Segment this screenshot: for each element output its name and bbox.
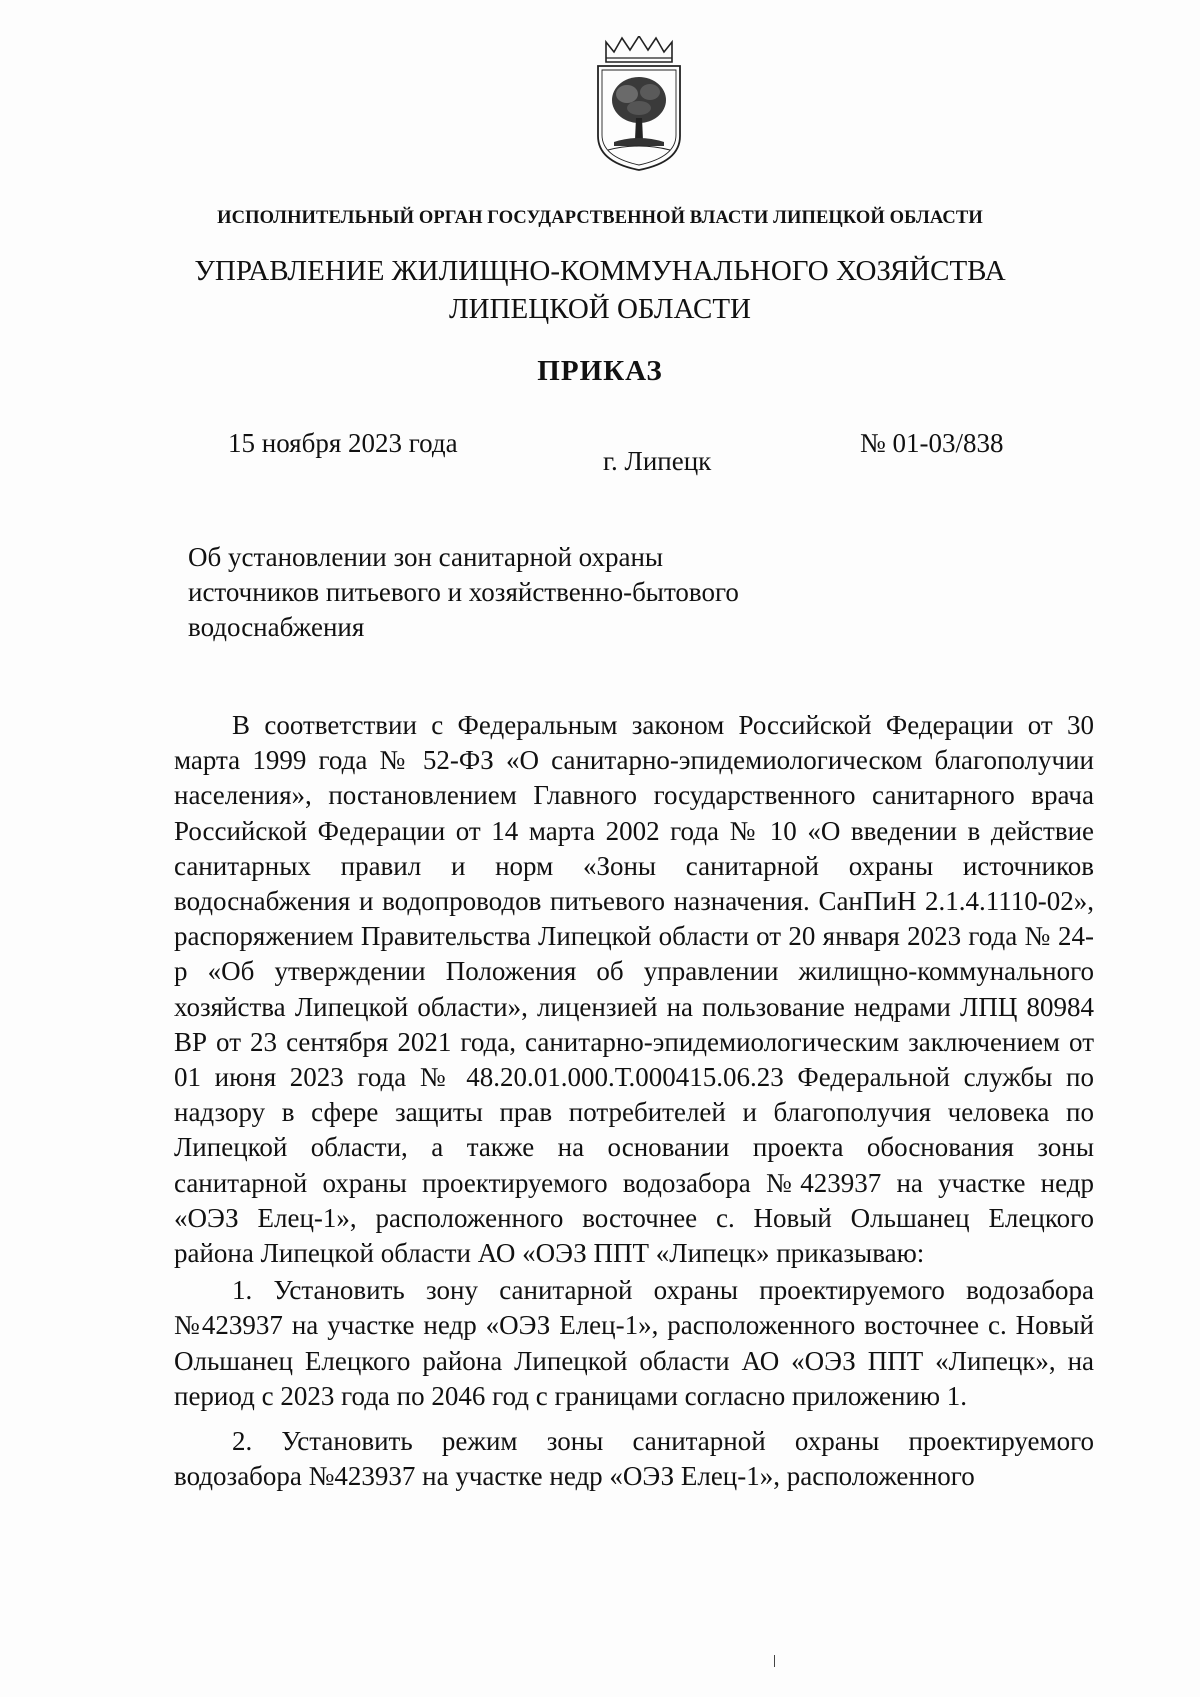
subject-line-1: Об установлении зон санитарной охраны (188, 542, 664, 572)
document-subject (188, 540, 739, 645)
document-type: ПРИКАЗ (537, 355, 663, 387)
department-name-line-1: УПРАВЛЕНИЕ ЖИЛИЩНО-КОММУНАЛЬНОГО ХОЗЯЙСТВА (194, 255, 1006, 287)
preamble-paragraph: В соответствии с Федеральным законом Российской Федерации от 30 марта 1999 года № 52-ФЗ «О санитарно-эпидемиологическом благополучии населения», постановлением Главного государственного санитарного врача Российской Федерации от 14 марта 2002 года № 10 «О введении в действие санитарных правил и норм «Зоны санитарной охраны источников водоснабжения и водопроводов питьевого назначения. СанПиН 2.1.4.1110-02», распоряжением Правительства Липецкой области от 20 января 2023 года № 24-р «Об утверждении Положения об управлении жилищно-коммунального хозяйства Липецкой области», лицензией на пользование недрами ЛПЦ 80984 ВР от 23 сентября 2021 года, санитарно-эпидемиологическим заключением от 01 июня 2023 года № 48.20.01.000.Т.000415.06.23 Федеральной службы по надзору в сфере защиты прав потребителей и благополучия человека по Липецкой области, а также на основании проекта обоснования зоны санитарной охраны проектируемого водозабора №423937 на участке недр «ОЭЗ Елец-1», расположенного восточнее с. Новый Ольшанец Елецкого района Липецкой области АО «ОЭЗ ППТ «Липецк» приказываю: (174, 710, 1094, 1269)
document-date: 15 ноября 2023 года (228, 428, 458, 458)
document-body (174, 708, 1094, 1494)
subject-line-3: водоснабжения (188, 612, 365, 642)
department-name-line-2: ЛИПЕЦКОЙ ОБЛАСТИ (448, 293, 751, 325)
document-city: г. Липецк (603, 446, 712, 476)
subject-line-2: источников питьевого и хозяйственно-бытового (188, 577, 739, 607)
issuing-authority: ИСПОЛНИТЕЛЬНЫЙ ОРГАН ГОСУДАРСТВЕННОЙ ВЛАСТИ ЛИПЕЦКОЙ ОБЛАСТИ (217, 208, 983, 228)
order-item-1: 1. Установить зону санитарной охраны проектируемого водозабора №423937 на участке недр «ОЭЗ Елец-1», расположенного восточнее с. Новый Ольшанец Елецкого района Липецкой области АО «ОЭЗ ППТ «Липецк», на период с 2023 года по 2046 год с границами согласно приложению 1. (174, 1275, 1094, 1411)
lipetsk-coat-of-arms-icon (592, 36, 686, 171)
order-item-2: 2. Установить режим зоны санитарной охраны проектируемого водозабора №423937 на участке недр «ОЭЗ Елец-1», расположенного (174, 1426, 1094, 1492)
scan-artifact (774, 1655, 775, 1667)
department-name (0, 252, 1200, 328)
document-number: № 01-03/838 (860, 428, 1004, 458)
